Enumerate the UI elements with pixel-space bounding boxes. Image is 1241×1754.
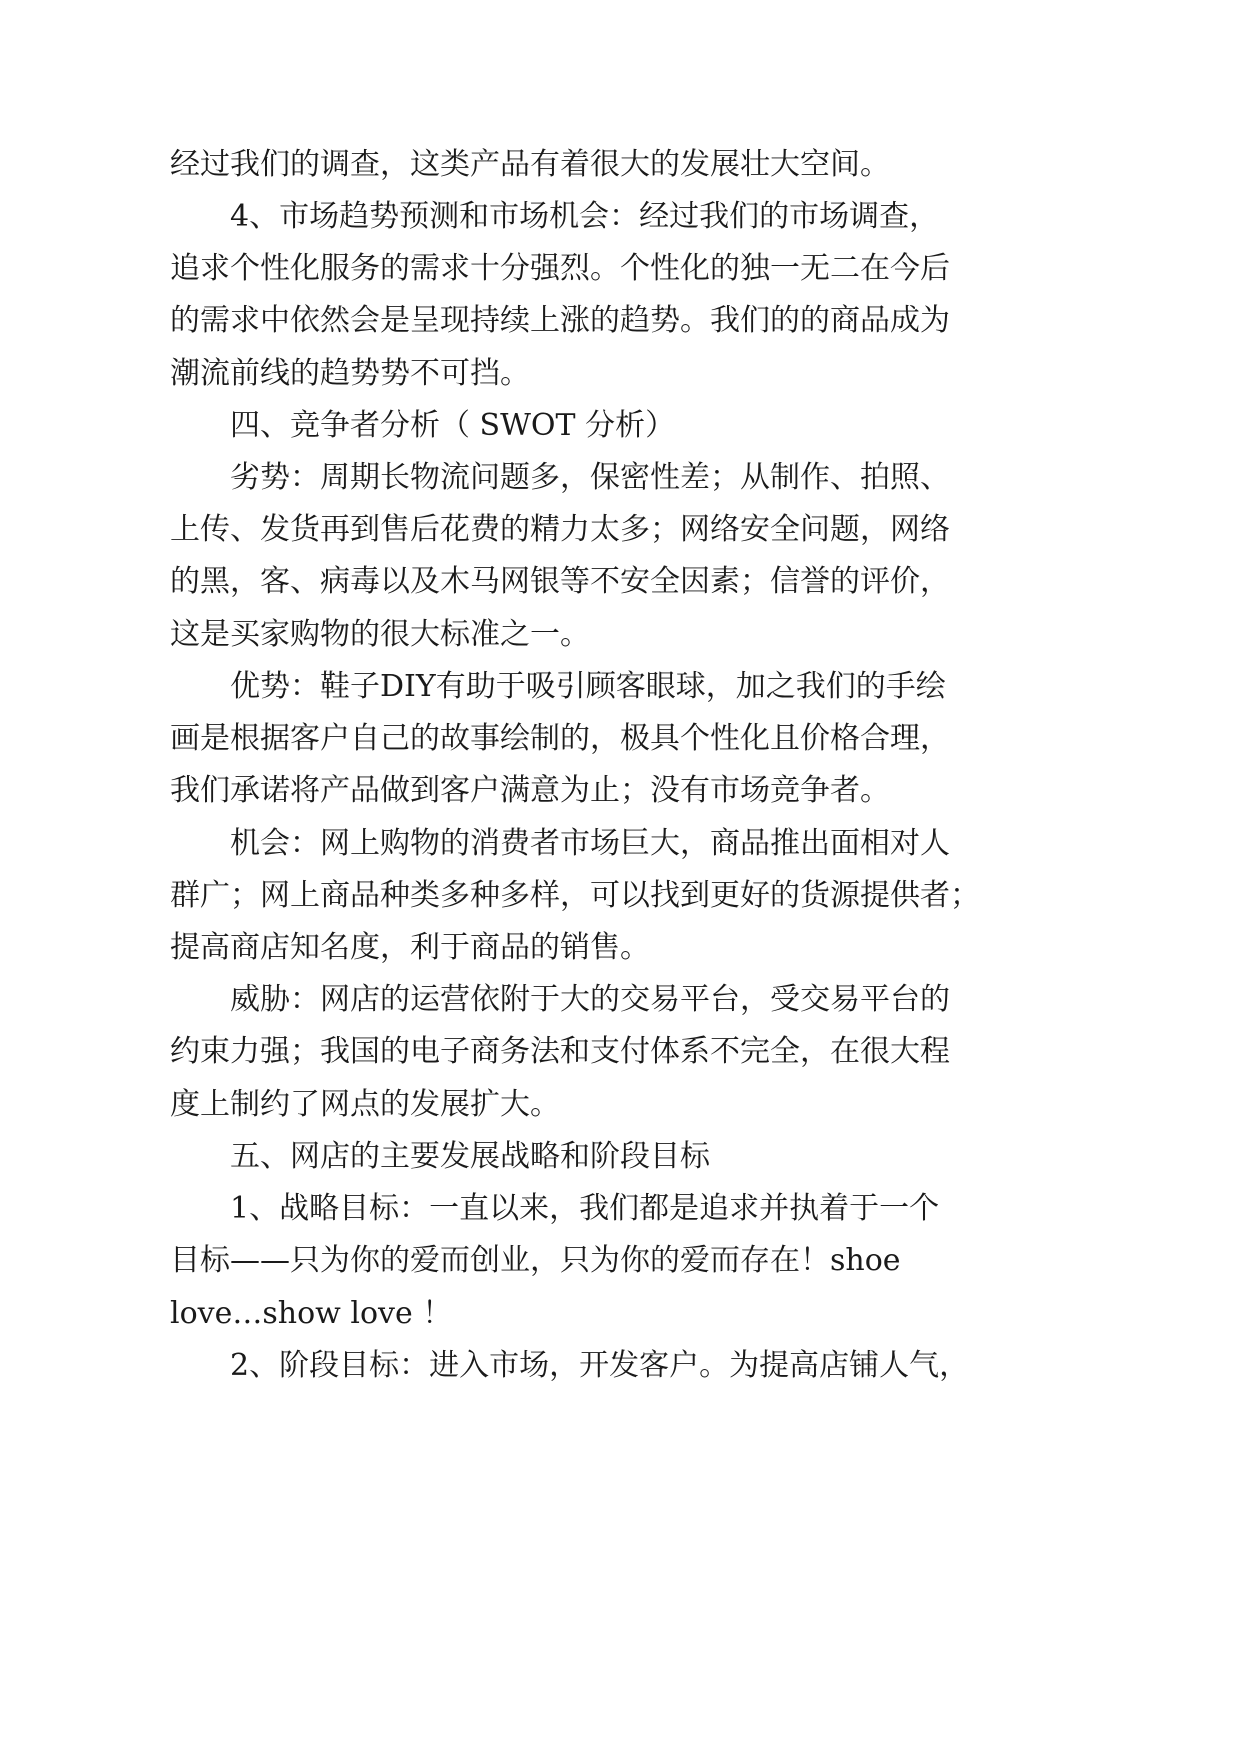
text-line: 经过我们的调查，这类产品有着很大的发展壮大空间。	[170, 147, 890, 182]
text-line: 劣势：周期长物流问题多，保密性差；从制作、拍照、	[230, 460, 950, 495]
section-heading: 四、竞争者分析（ SWOT 分析）	[230, 408, 676, 443]
text-line: 2、阶段目标：进入市场，开发客户。为提高店铺人气，	[230, 1348, 970, 1383]
section-heading: 五、网店的主要发展战略和阶段目标	[230, 1139, 710, 1174]
text-line: 度上制约了网点的发展扩大。	[170, 1087, 560, 1122]
text-line: 的黑，客、病毒以及木马网银等不安全因素；信誉的评价，	[170, 564, 950, 599]
text-line: 画是根据客户自己的故事绘制的，极具个性化且价格合理，	[170, 721, 950, 756]
text-line: 1、战略目标：一直以来，我们都是追求并执着于一个	[230, 1191, 940, 1226]
text-line: 追求个性化服务的需求十分强烈。个性化的独一无二在今后	[170, 251, 950, 286]
text-line: 群广；网上商品种类多种多样，可以找到更好的货源提供者；	[170, 878, 980, 913]
text-line: 4、市场趋势预测和市场机会：经过我们的市场调查，	[230, 199, 940, 234]
text-line: 我们承诺将产品做到客户满意为止；没有市场竞争者。	[170, 773, 890, 808]
text-line: 这是买家购物的很大标准之一。	[170, 617, 590, 652]
text-line: love…show love ！	[170, 1296, 453, 1331]
text-line: 的需求中依然会是呈现持续上涨的趋势。我们的的商品成为	[170, 303, 950, 338]
text-line: 优势：鞋子DIY有助于吸引顾客眼球，加之我们的手绘	[230, 669, 946, 704]
text-line: 目标——只为你的爱而创业，只为你的爱而存在！shoe	[170, 1243, 901, 1278]
text-line: 潮流前线的趋势势不可挡。	[170, 356, 530, 391]
text-line: 机会：网上购物的消费者市场巨大，商品推出面相对人	[230, 826, 950, 861]
text-line: 约束力强；我国的电子商务法和支付体系不完全，在很大程	[170, 1034, 950, 1069]
text-line: 上传、发货再到售后花费的精力太多；网络安全问题，网络	[170, 512, 950, 547]
text-line: 威胁：网店的运营依附于大的交易平台，受交易平台的	[230, 982, 950, 1017]
text-line: 提高商店知名度，利于商品的销售。	[170, 930, 650, 965]
